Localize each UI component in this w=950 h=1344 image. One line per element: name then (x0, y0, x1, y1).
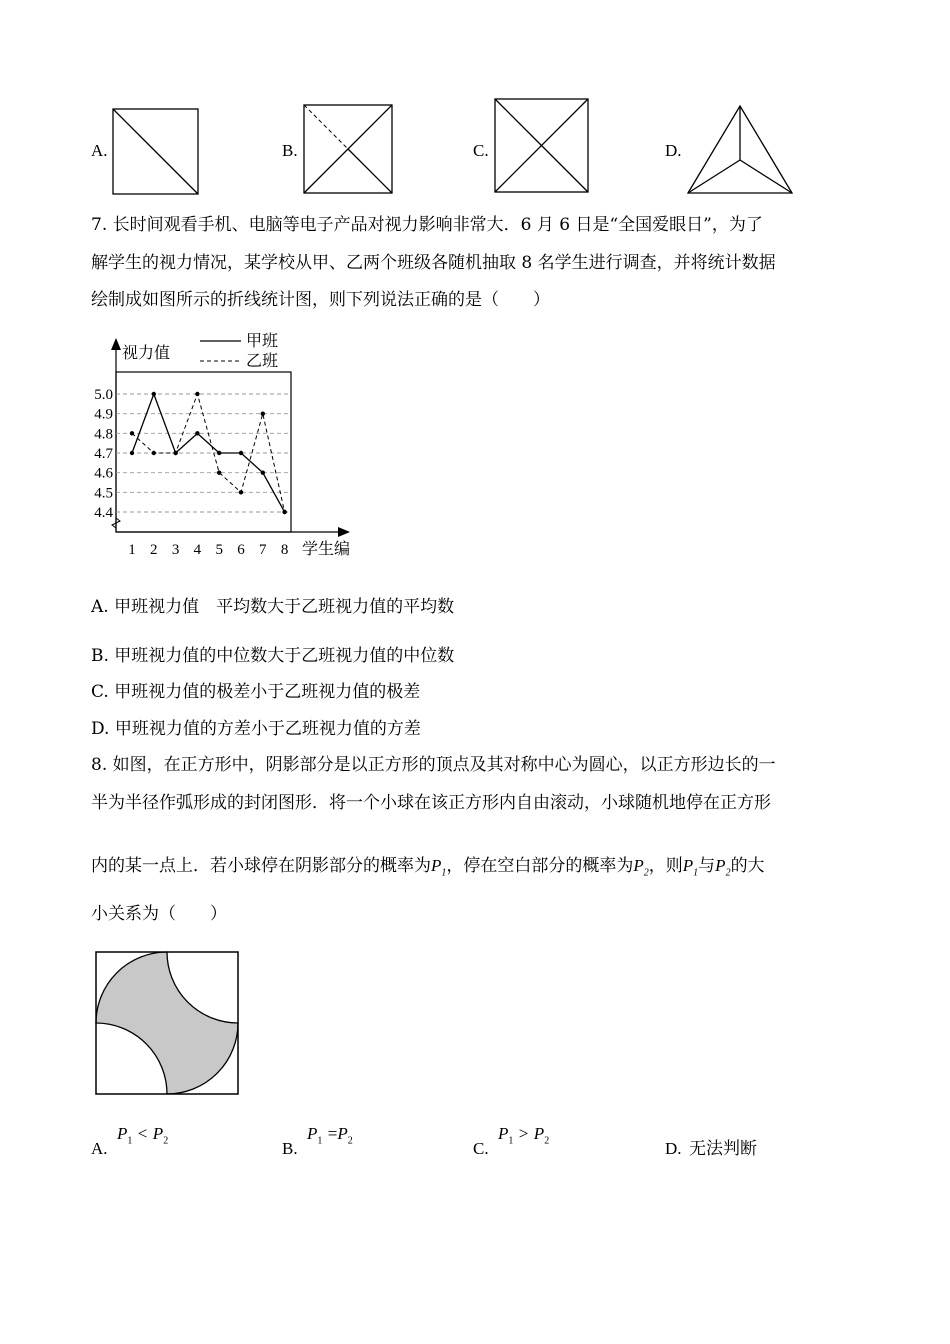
q6-option-b-figure (301, 102, 395, 196)
q8-option-c-label: C. (473, 1139, 489, 1158)
y-tick-label: 5.0 (94, 387, 113, 403)
q8-square-figure (94, 950, 244, 1100)
y-tick-label: 4.5 (94, 485, 113, 502)
x-tick-label: 5 (215, 542, 223, 558)
x-tick-label: 6 (237, 542, 245, 558)
q6-option-d-label: D. (665, 141, 682, 160)
data-point-yi (217, 470, 221, 474)
q7-option-a: A. 甲班视力值 平均数大于乙班视力值的平均数 (91, 597, 455, 617)
x-tick-label: 8 (280, 542, 289, 558)
y-tick-label: 4.8 (94, 426, 113, 443)
q7-text-line-2: 解学生的视力情况，某学校从甲、乙两个班级各随机抽取 8 名学生进行调查，并将统计数据 (91, 253, 776, 273)
x-tick-label: 1 (128, 542, 136, 558)
data-point-yi (239, 490, 243, 494)
q7-option-c: C. 甲班视力值的极差小于乙班视力值的极差 (91, 682, 421, 702)
x-tick-label: 3 (171, 542, 180, 558)
q8-option-a-expr: $P_1 < P_2$ (117, 1124, 169, 1147)
y-tick-label: 4.7 (94, 446, 113, 462)
y-tick-label: 4.6 (94, 465, 113, 482)
q8-text-line-4: 小关系为（ ） (91, 904, 227, 924)
p2-symbol: $P_2$ (633, 856, 649, 879)
q6-option-c-figure (492, 96, 592, 196)
legend-label-jia: 甲班 (246, 333, 279, 350)
data-point-yi (282, 510, 286, 514)
p2-symbol: $P_2$ (715, 856, 731, 879)
x-tick-label: 2 (150, 542, 158, 558)
legend-label-yi: 乙班 (246, 353, 279, 370)
q7-text-line-3: 绘制成如图所示的折线统计图，则下列说法正确的是（ ） (91, 290, 550, 310)
q8-text-line-2: 半为半径作弧形成的封闭图形．将一个小球在该正方形内自由滚动，小球随机地停在正方形 (91, 793, 771, 813)
data-point-jia (261, 470, 265, 474)
data-point-jia (195, 431, 199, 435)
data-point-jia (217, 451, 221, 455)
q6-option-b-label: B. (282, 141, 298, 160)
q8-option-b-label: B. (282, 1139, 298, 1158)
data-point-yi (261, 411, 265, 415)
y-axis-arrow (111, 338, 121, 350)
x-axis-arrow (338, 527, 350, 537)
q8-option-d-text: 无法判断 (689, 1139, 757, 1159)
q6-option-d-figure (684, 102, 798, 198)
data-point-jia (152, 392, 156, 396)
y-tick-label: 4.4 (94, 505, 113, 521)
data-point-yi (130, 431, 134, 435)
x-tick-label: 4 (193, 542, 202, 558)
q8-option-a-label: A. (91, 1139, 108, 1158)
plot-frame (116, 372, 291, 532)
q8-option-d-label: D. (665, 1139, 682, 1158)
y-axis-title: 视力值 (122, 345, 171, 362)
y-tick-label: 4.9 (94, 406, 113, 423)
q7-text-line-1: 7. 长时间观看手机、电脑等电子产品对视力影响非常大．6 月 6 日是“全国爱眼日”，为了 (91, 215, 763, 235)
q8-text-line-3: 内的某一点上．若小球停在阴影部分的概率为$P_1$，停在空白部分的概率为$P_2$，则$P_1$与$P_2$的大 (91, 856, 765, 879)
q8-option-c-expr: $P_1 > P_2$ (498, 1124, 550, 1147)
q7-line-chart (80, 326, 380, 566)
data-point-yi (173, 451, 177, 455)
p1-symbol: $P_1$ (431, 856, 447, 879)
q6-option-c-label: C. (473, 141, 489, 160)
q8-option-b-expr: $P_1 =P_2$ (307, 1124, 353, 1147)
q6-option-a-figure (110, 106, 202, 196)
q8-text-line-1: 8. 如图，在正方形中，阴影部分是以正方形的顶点及其对称中心为圆心，以正方形边长的一 (91, 755, 776, 775)
shaded-region (96, 952, 238, 1094)
q6-option-a-label: A. (91, 141, 108, 160)
data-point-yi (195, 392, 199, 396)
p1-symbol: $P_1$ (682, 856, 699, 879)
q7-option-d: D. 甲班视力值的方差小于乙班视力值的方差 (91, 719, 421, 739)
data-point-yi (152, 451, 156, 455)
x-tick-label: 7 (259, 542, 267, 558)
q7-option-b: B. 甲班视力值的中位数大于乙班视力值的中位数 (91, 646, 455, 666)
x-axis-title: 学生编 (302, 541, 351, 558)
data-point-jia (239, 451, 243, 455)
data-point-jia (130, 451, 134, 455)
